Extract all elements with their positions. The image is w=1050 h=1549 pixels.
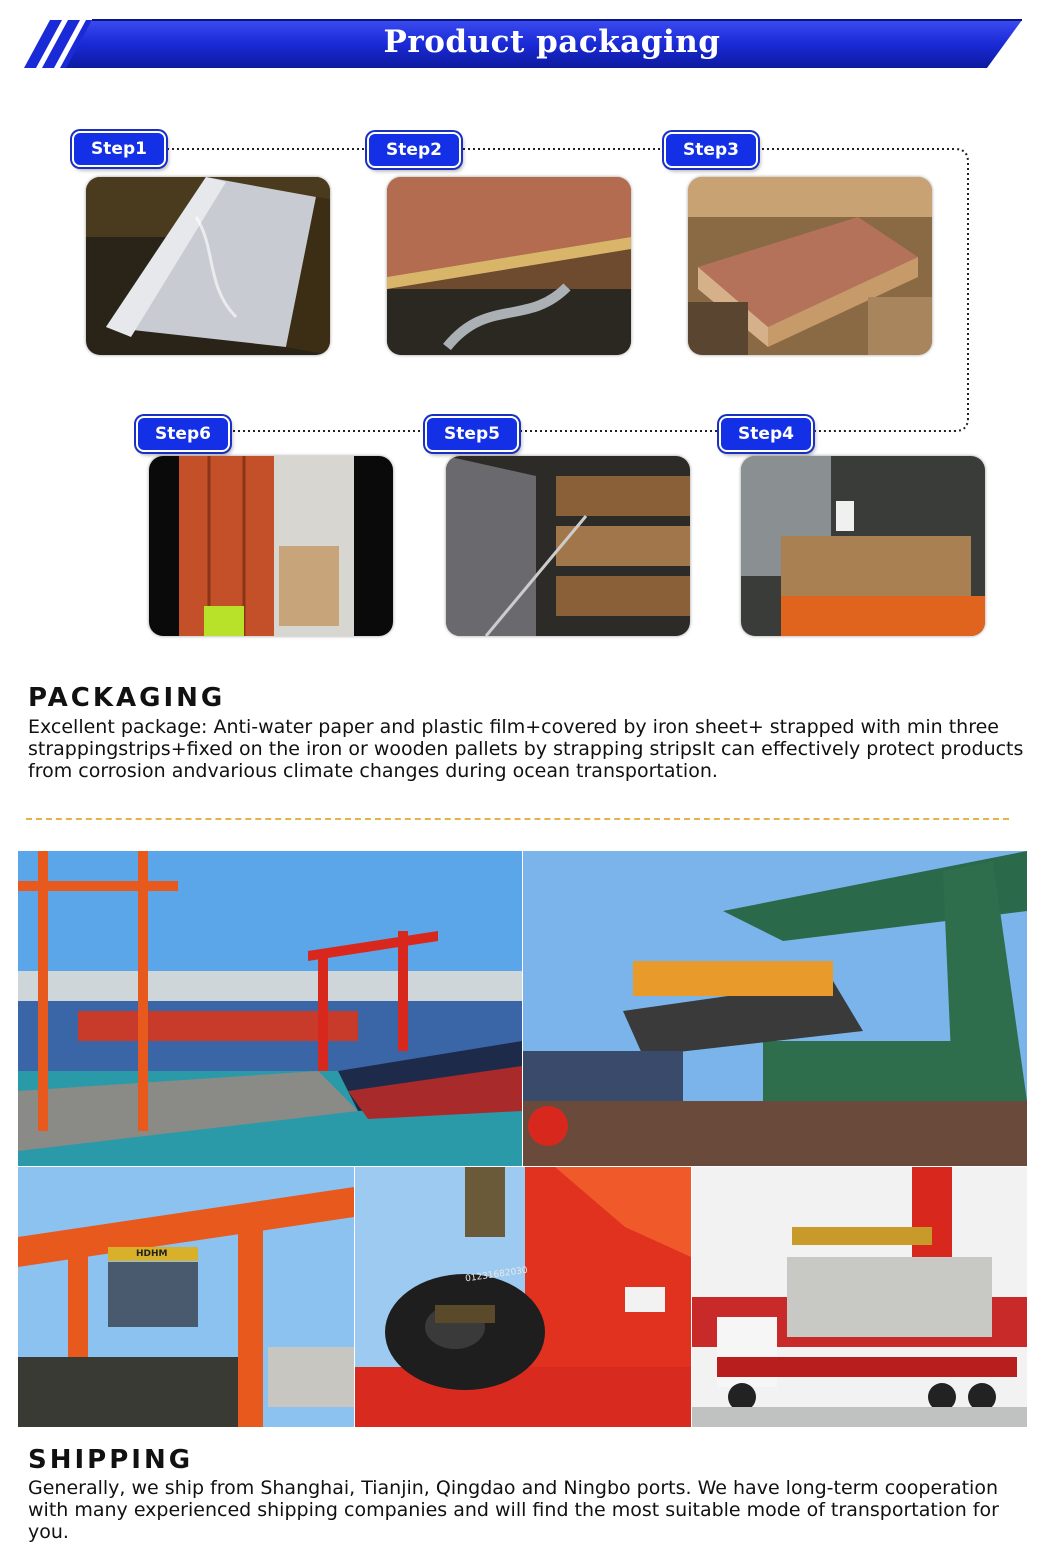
shipping-photo-container-gantry — [18, 1167, 354, 1427]
step-5-badge: Step5 — [425, 416, 519, 452]
coil-marking: 01231682030 — [464, 1265, 529, 1285]
step-5-photo-secured-cargo — [446, 456, 690, 636]
step-1-badge: Step1 — [72, 131, 166, 167]
step-2-badge: Step2 — [367, 132, 461, 168]
step-3-photo-wooden-crates — [688, 177, 932, 355]
page-title: Product packaging — [383, 24, 721, 60]
step-6-badge: Step6 — [136, 416, 230, 452]
shipping-description: Generally, we ship from Shanghai, Tianjin, Qingdao and Ningbo ports. We have long-term cooperation with many experienced shipping companies and will find the most suitable mode of transportation for you. — [28, 1477, 999, 1543]
packaging-description: Excellent package: Anti-water paper and plastic film+covered by iron sheet+ strapped with min three strappingstrips+fixed on the iron or wooden pallets by strapping stripsIt can effectively protect products from corrosion andvarious climate changes during ocean transportation. — [28, 716, 1024, 782]
shipping-photo-magnet-lifting-plates — [523, 851, 1027, 1166]
shipping-photo-port-cranes-ship — [18, 851, 522, 1166]
step-6-photo-container-loading — [149, 456, 393, 636]
step-1-photo-steel-sheet-film — [86, 177, 330, 355]
step-3-badge: Step3 — [664, 132, 758, 168]
spreader-marking: HDHM — [136, 1249, 168, 1259]
shipping-photo-container-truck — [692, 1167, 1027, 1427]
step-4-badge: Step4 — [719, 416, 813, 452]
shipping-photo-steel-coil — [355, 1167, 691, 1427]
packaging-heading: PACKAGING — [28, 683, 226, 713]
section-divider — [26, 818, 1009, 820]
shipping-heading: SHIPPING — [28, 1445, 194, 1475]
step-4-photo-crane-lifting — [741, 456, 985, 636]
step-2-photo-plywood-cover — [387, 177, 631, 355]
